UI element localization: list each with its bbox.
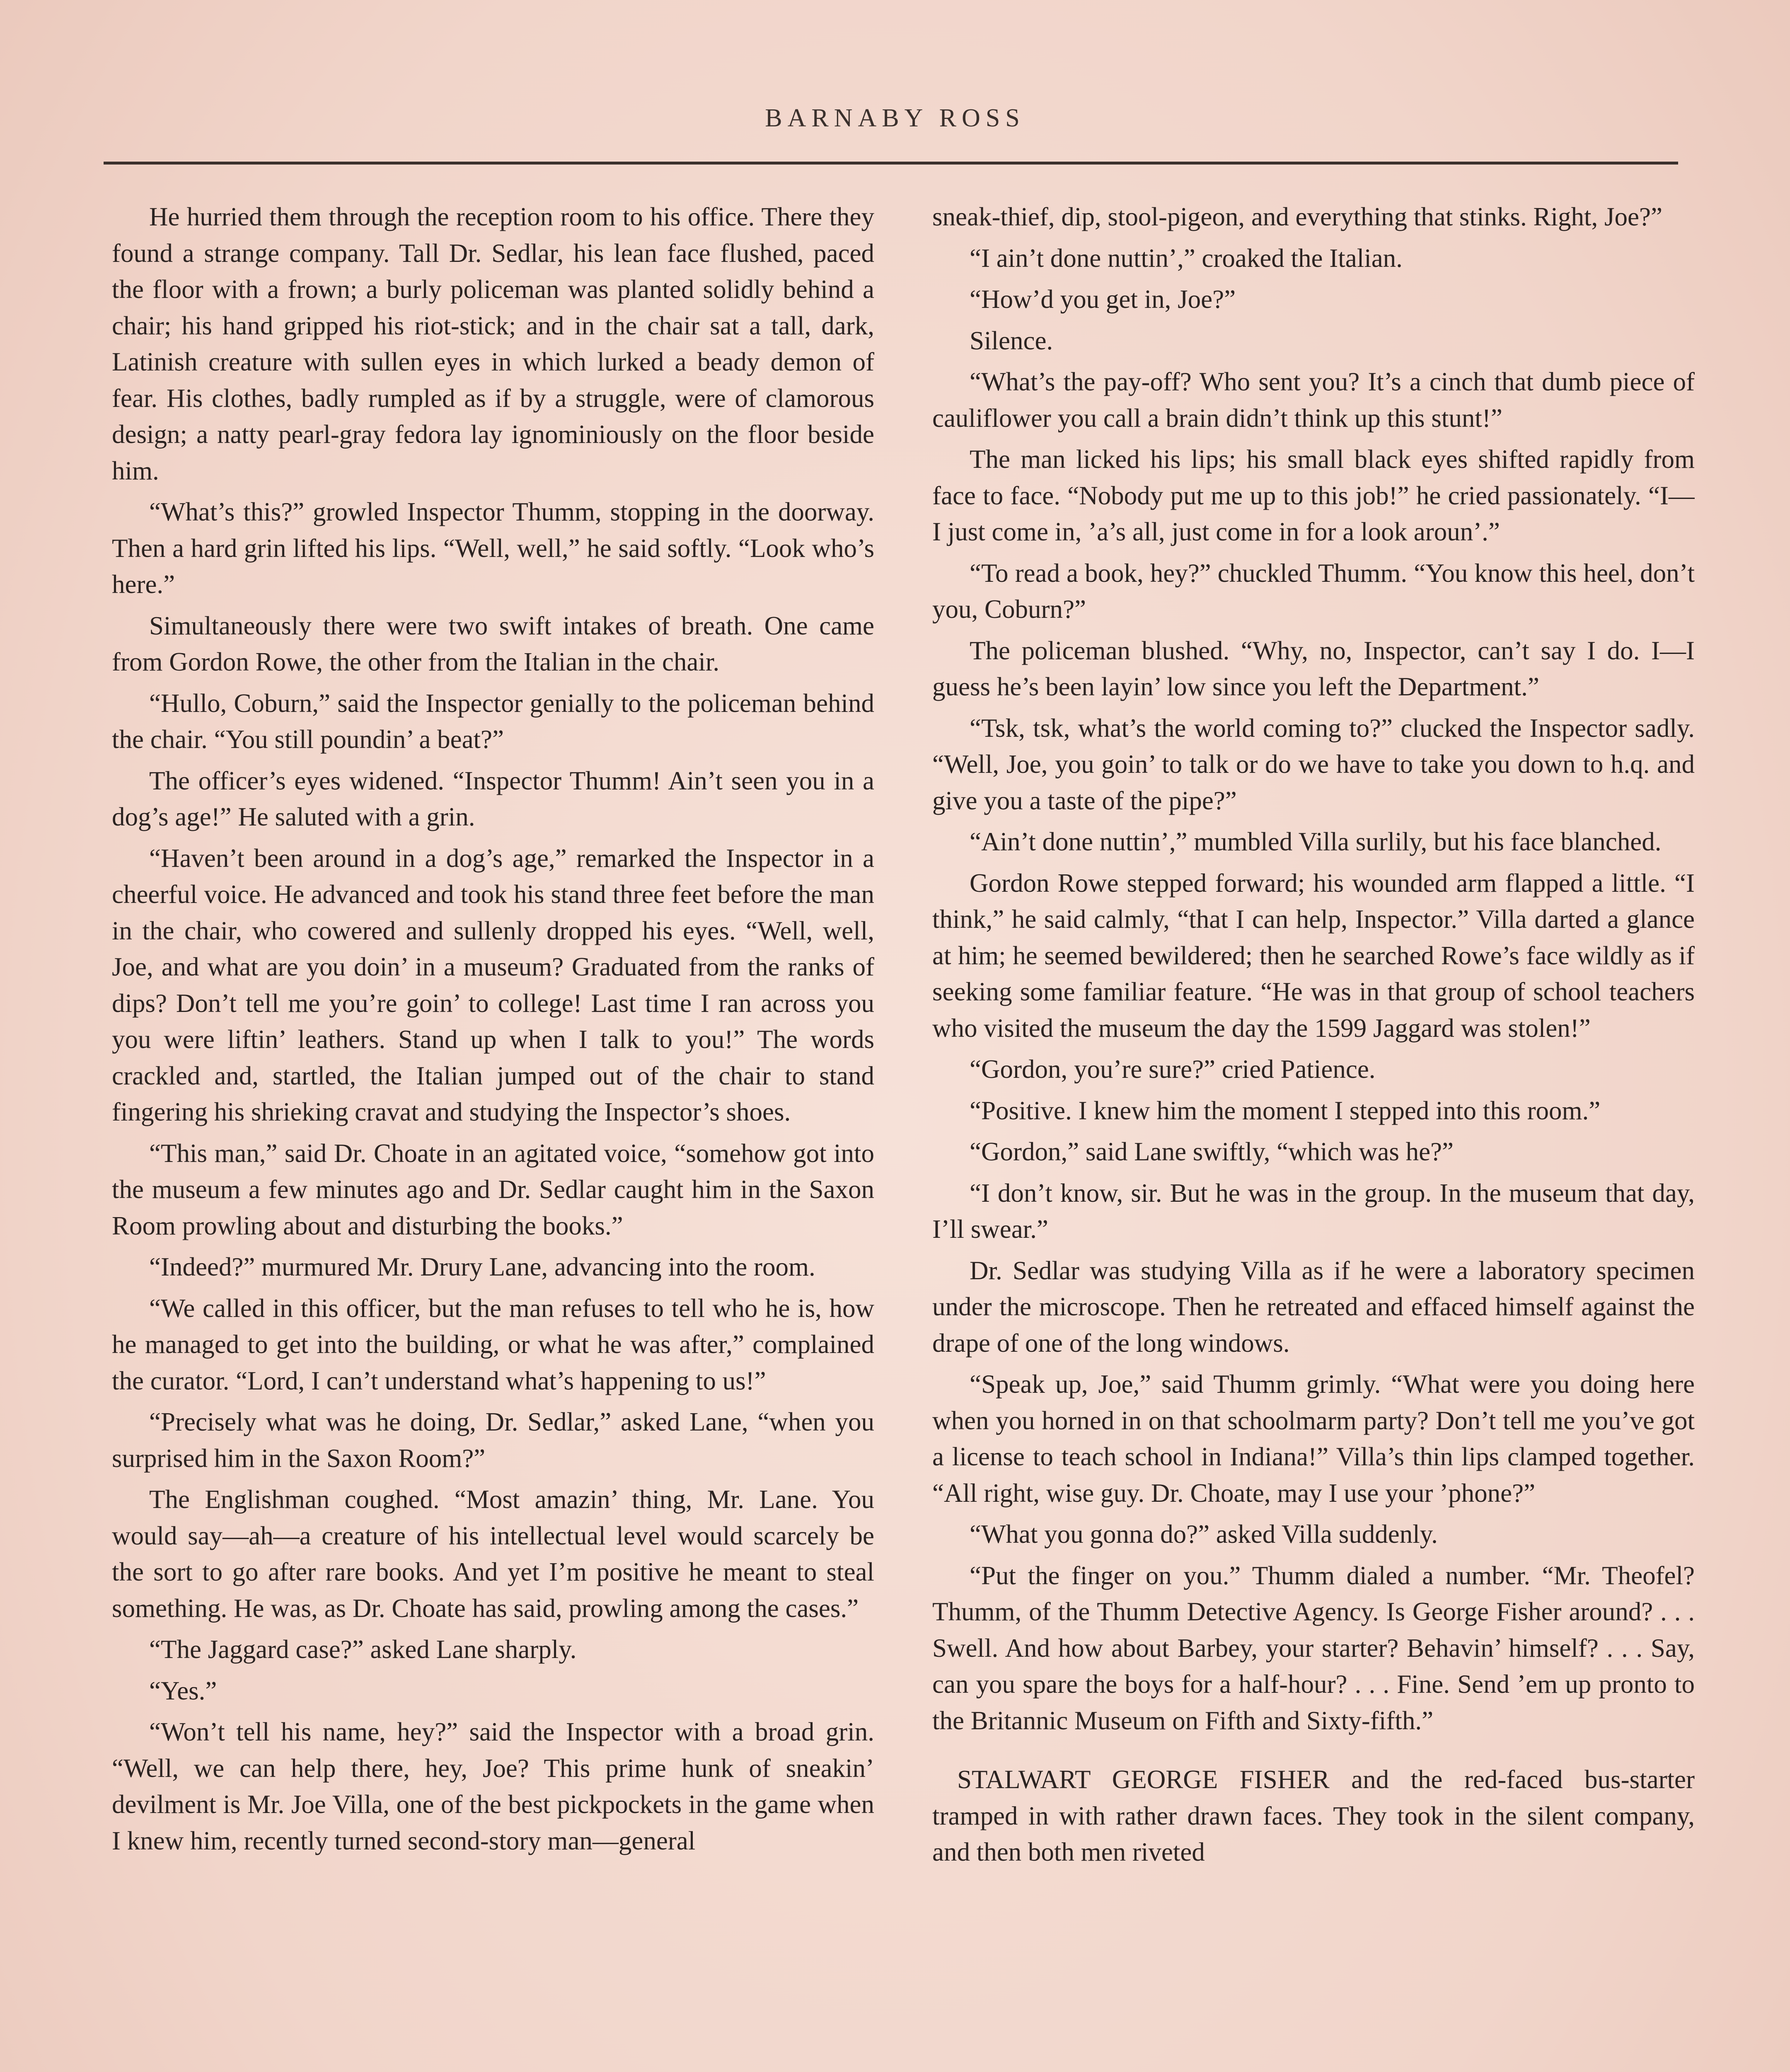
paragraph: “Haven’t been around in a dog’s age,” remarked the Inspector in a cheerful voice. He advanced and took his stand three feet before the man in the chair, who cowered and sullenly dropped his eyes. “Well, well, Joe, and what are you doin’ in a museum? Graduated from the ranks of dips? Don’t tell me you’re goin’ to college! Last time I ran across you you were liftin’ leathers. Stand up when I talk to you!” The words crackled and, startled, the Italian jumped out of the chair to stand fingering his shrieking cravat and studying the Inspector’s shoes. <box>112 843 874 1126</box>
paragraph: Silence. <box>970 326 1053 355</box>
paragraph: “Ain’t done nuttin’,” mumbled Villa surlily, but his face blanched. <box>970 827 1662 856</box>
paragraph: “Hullo, Coburn,” said the Inspector genially to the policeman behind the chair. “You still poundin’ a beat?” <box>112 688 874 754</box>
paragraph: Gordon Rowe stepped forward; his wounded arm flapped a little. “I think,” he said calmly, “that I can help, Inspector.” Villa darted a glance at him; he seemed bewildered; then he searched Rowe’s face wildly as if seeking some familiar feature. “He was in that group of school teachers who visited the museum the day the 1599 Jaggard was stolen!” <box>932 868 1695 1043</box>
paragraph: Simultaneously there were two swift intakes of breath. One came from Gordon Rowe, the other from the Italian in the chair. <box>112 611 874 676</box>
paragraph: “How’d you get in, Joe?” <box>970 285 1236 314</box>
paragraph: “What’s the pay-off? Who sent you? It’s a cinch that dumb piece of cauliflower you call a brain didn’t think up this stunt!” <box>932 367 1695 433</box>
paragraph: “What’s this?” growled Inspector Thumm, stopping in the doorway. Then a hard grin lifted his lips. “Well, well,” he said softly. “Look who’s here.” <box>112 497 874 599</box>
paragraph: “What you gonna do?” asked Villa suddenly. <box>970 1520 1438 1549</box>
section-break-paragraph: STALWART GEORGE FISHER and the red-faced bus-starter tramped in with rather drawn faces. They took in the silent company, and then both men riveted <box>932 1765 1695 1866</box>
paragraph: “Gordon, you’re sure?” cried Patience. <box>970 1055 1376 1084</box>
paragraph: “To read a book, hey?” chuckled Thumm. “You know this heel, don’t you, Coburn?” <box>932 558 1695 624</box>
paragraph: “This man,” said Dr. Choate in an agitated voice, “somehow got into the museum a few minutes ago and Dr. Sedlar caught him in the Saxon Room prowling about and disturbing the books.” <box>112 1138 874 1240</box>
paragraph: The Englishman coughed. “Most amazin’ thing, Mr. Lane. You would say—ah—a creature of his intellectual level would scarcely be the sort to go after rare books. And yet I’m positive he meant to steal something. He was, as Dr. Choate has said, prowling among the cases.” <box>112 1485 874 1623</box>
paragraph: “Gordon,” said Lane swiftly, “which was he?” <box>970 1137 1454 1166</box>
paragraph: “Put the finger on you.” Thumm dialed a number. “Mr. Theofel? Thumm, of the Thumm Detective Agency. Is George Fisher around? . . . Swell. And how about Barbey, your starter? Behavin’ himself? . . . Say, can you spare the boys for a half-hour? . . . Fine. Send ’em up pronto to the Britannic Museum on Fifth and Sixty-fifth.” <box>932 1561 1695 1735</box>
right-column <box>932 199 1695 2072</box>
paragraph: “Tsk, tsk, what’s the world coming to?” clucked the Inspector sadly. “Well, Joe, you goin’ to talk or do we have to take you down to h.q. and give you a taste of the pipe?” <box>932 713 1695 815</box>
paragraph: “I don’t know, sir. But he was in the group. In the museum that day, I’ll swear.” <box>932 1178 1695 1244</box>
paragraph: “I ain’t done nuttin’,” croaked the Italian. <box>970 243 1403 273</box>
running-header: BARNABY ROSS <box>765 104 1025 132</box>
paragraph: “Precisely what was he doing, Dr. Sedlar,” asked Lane, “when you surprised him in the Saxon Room?” <box>112 1407 874 1473</box>
paragraph: The policeman blushed. “Why, no, Inspector, can’t say I do. I—I guess he’s been layin’ low since you left the Department.” <box>932 636 1695 701</box>
paragraph: The officer’s eyes widened. “Inspector Thumm! Ain’t seen you in a dog’s age!” He saluted with a grin. <box>112 766 874 831</box>
paragraph: “Positive. I knew him the moment I stepped into this room.” <box>970 1096 1601 1125</box>
paragraph: “Won’t tell his name, hey?” said the Inspector with a broad grin. “Well, we can help there, hey, Joe? This prime hunk of sneakin’ devilment is Mr. Joe Villa, one of the best pickpockets in the game when I knew him, recently turned second-story man—general <box>112 1717 874 1855</box>
paragraph: “The Jaggard case?” asked Lane sharply. <box>149 1635 577 1664</box>
paragraph: The man licked his lips; his small black eyes shifted rapidly from face to face. “Nobody put me up to this job!” he cried passionately. “I—I just come in, ’a’s all, just come in for a look aroun’.” <box>932 445 1695 546</box>
left-column <box>112 199 874 2072</box>
paragraph: “Speak up, Joe,” said Thumm grimly. “What were you doing here when you horned in on that schoolmarm party? Don’t tell me you’ve got a license to teach school in Indiana!” Villa’s thin lips clamped together. “All right, wise guy. Dr. Choate, may I use your ’phone?” <box>932 1370 1695 1508</box>
paragraph: Dr. Sedlar was studying Villa as if he were a laboratory specimen under the microscope. Then he retreated and effaced himself against the drape of one of the long windows. <box>932 1256 1695 1358</box>
header-rule <box>104 162 1678 165</box>
paragraph: sneak-thief, dip, stool-pigeon, and everything that stinks. Right, Joe?” <box>932 202 1662 231</box>
paragraph: “We called in this officer, but the man refuses to tell who he is, how he managed to get into the building, or what he was after,” complained the curator. “Lord, I can’t understand what’s happening to us!” <box>112 1293 874 1395</box>
paragraph: “Indeed?” murmured Mr. Drury Lane, advancing into the room. <box>149 1252 815 1281</box>
paragraph: “Yes.” <box>149 1676 217 1705</box>
paragraph: He hurried them through the reception room to his office. There they found a strange company. Tall Dr. Sedlar, his lean face flushed, paced the floor with a frown; a burly policeman was planted solidly behind a chair; his hand gripped his riot-stick; and in the chair sat a tall, dark, Latinish creature with sullen eyes in which lurked a beady demon of fear. His clothes, badly rumpled as if by a struggle, were of clamorous design; a natty pearl-gray fedora lay ignominiously on the floor beside him. <box>112 202 874 485</box>
